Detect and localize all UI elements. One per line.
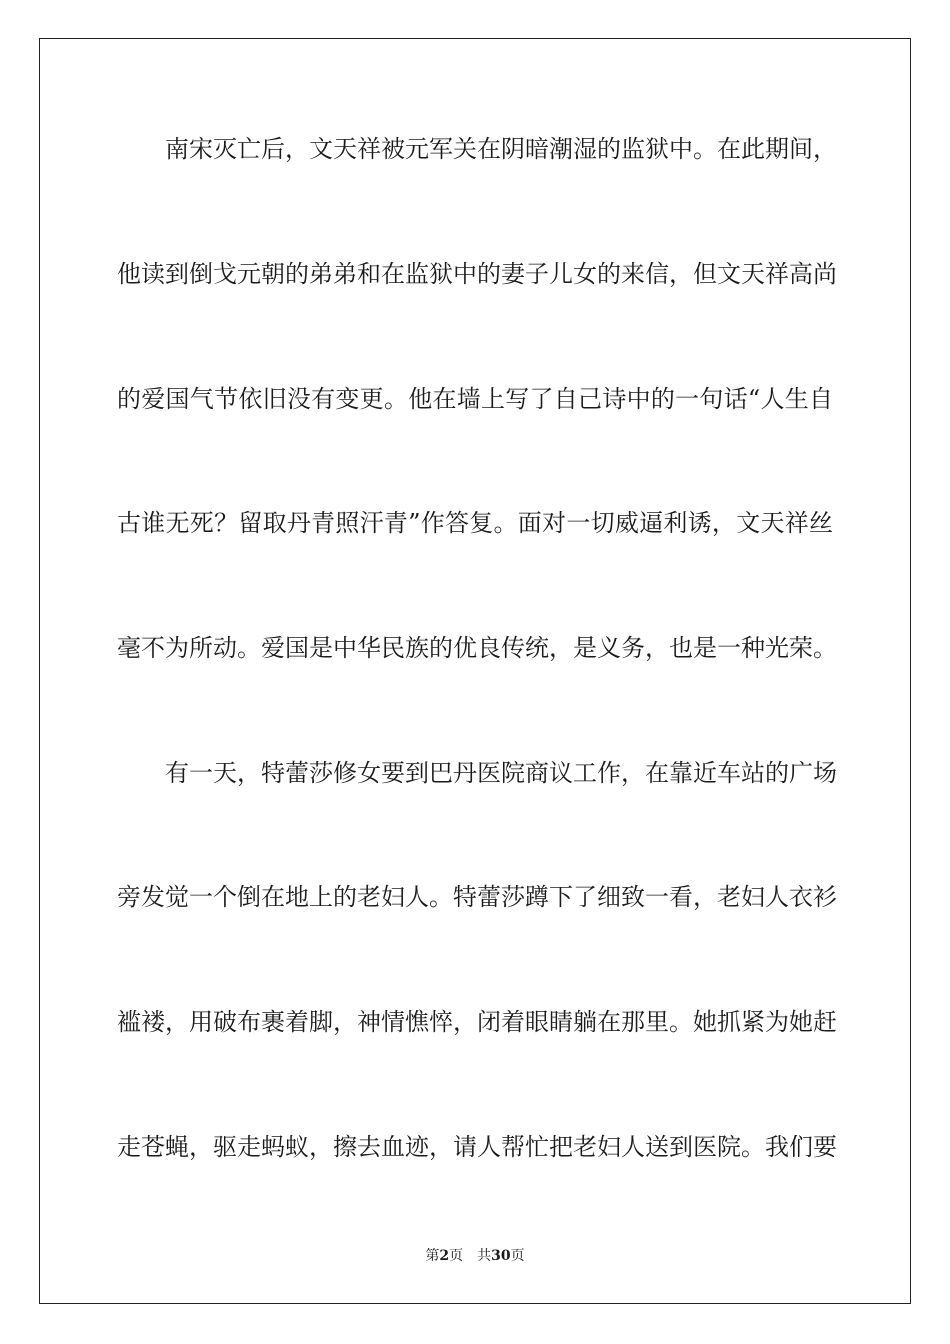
text-line-8: 褴褛，用破布裹着脚，神情憔悴，闭着眼睛躺在那里。她抓紧为她赶	[117, 1008, 837, 1036]
footer-total-suffix: 页	[510, 1248, 525, 1264]
footer-page-number: 2	[439, 1248, 450, 1264]
footer-page-suffix: 页	[449, 1248, 464, 1264]
text-line-4: 古谁无死？留取丹青照汗青”作答复。面对一切威逼利诱，文天祥丝	[117, 509, 833, 537]
page-border	[39, 38, 911, 1304]
footer-total-number: 30	[491, 1248, 511, 1264]
text-line-6: 有一天，特蕾莎修女要到巴丹医院商议工作，在靠近车站的广场	[165, 759, 837, 787]
footer-page-prefix: 第	[425, 1248, 440, 1264]
text-line-5: 毫不为所动。爱国是中华民族的优良传统，是义务，也是一种光荣。	[117, 634, 837, 662]
page-footer	[0, 1246, 950, 1266]
footer-total-prefix: 共	[477, 1248, 492, 1264]
text-line-1: 南宋灭亡后，文天祥被元军关在阴暗潮湿的监狱中。在此期间，	[165, 135, 837, 163]
text-line-2: 他读到倒戈元朝的弟弟和在监狱中的妻子儿女的来信，但文天祥高尚	[117, 260, 837, 288]
text-line-7: 旁发觉一个倒在地上的老妇人。特蕾莎蹲下了细致一看，老妇人衣衫	[117, 883, 837, 911]
text-line-9: 走苍蝇，驱走蚂蚁，擦去血迹，请人帮忙把老妇人送到医院。我们要	[117, 1133, 837, 1161]
text-line-3: 的爱国气节依旧没有变更。他在墙上写了自己诗中的一句话“人生自	[117, 385, 833, 413]
